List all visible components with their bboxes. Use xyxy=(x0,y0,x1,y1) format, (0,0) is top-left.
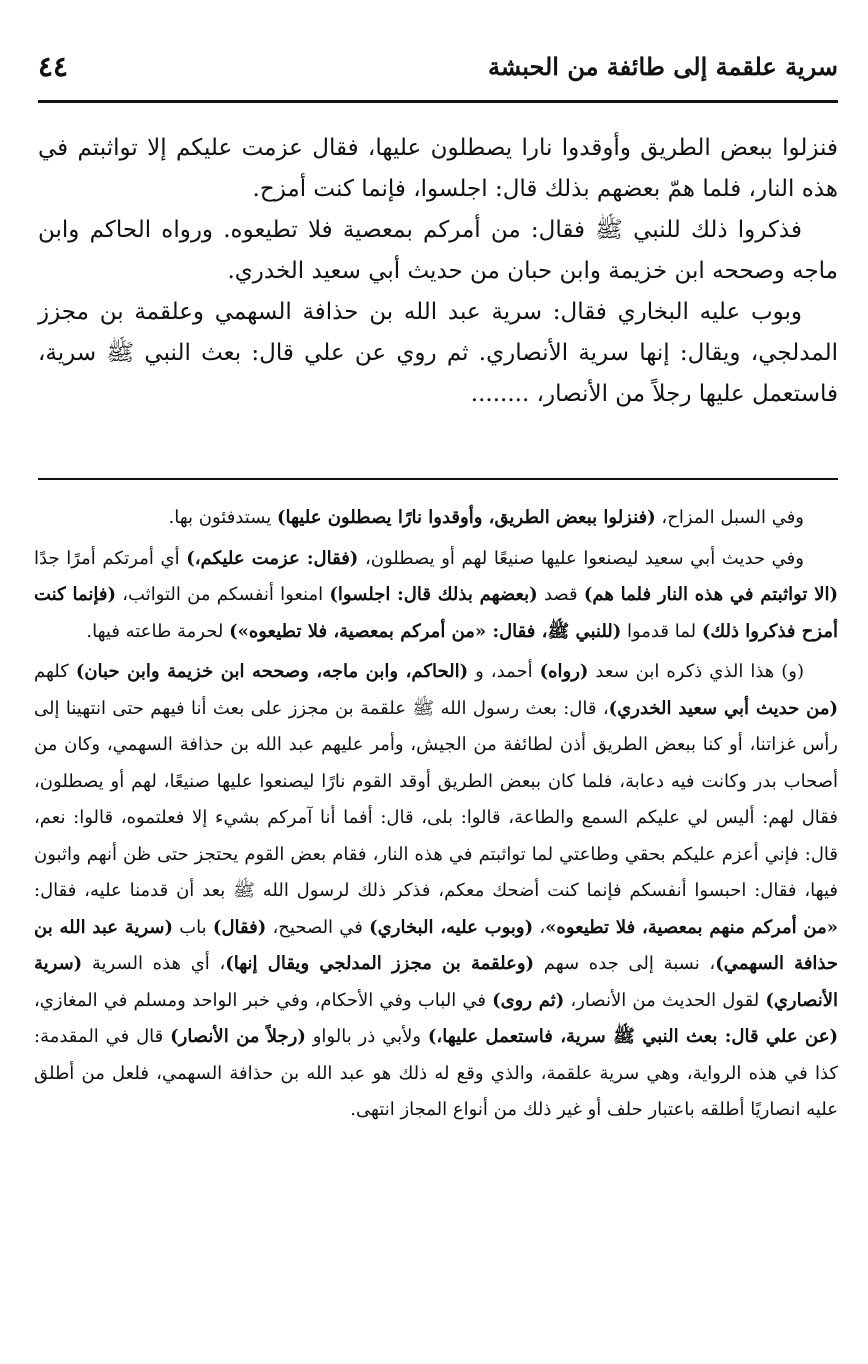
quoted-text-bold: (فإنما كنت أمزح فذكروا ذلك) xyxy=(34,584,838,642)
quoted-text-bold: (للنبي ﷺ، فقال: «من أمركم بمعصية، فلا تطيعوه») xyxy=(229,620,622,642)
page-header xyxy=(38,52,838,94)
commentary-text: أحمد، و xyxy=(468,661,540,682)
commentary-paragraph xyxy=(34,541,838,651)
commentary-text: لما قدموا xyxy=(621,620,702,642)
commentary-text: ، أي هذه السرية xyxy=(82,953,226,974)
commentary-text: ، قال: بعث رسول الله ﷺ علقمة بن مجزز على بعث أنا فيهم حتى انتهينا إلى رأس غزاتنا، أو كنا ببعض الطريق أذن لطائفة من الجيش، وأمر عليهم عبد الله بن حذافة السهمي، وكان من أصحاب بدر وكانت فيه دعابة، فلما كان ببعض الطريق أوقد القوم نارًا ليصنعوا عليها صنيعًا، لهم أو يصطلون، فقال لهم: أليس لي عليكم السمع والطاعة، قالوا: بلى، قال: أفما أنا آمركم بشيء إلا فعلتموه، قالوا: نعم، قال: فإني أعزم عليكم بحقي وطاعتي لما تواثبتم في هذه النار، فقام بعض القوم يحتجز حتى ظن أنهم واثبون فيها، فقال: احبسوا أنفسكم فإنما كنت أضحك معكم، فذكر ذلك لرسول الله ﷺ بعد أن قدمنا عليه، فقال: xyxy=(34,697,838,901)
commentary-text: ولأبي ذر بالواو xyxy=(305,1026,428,1047)
quoted-text-bold: (رواه) xyxy=(539,661,589,682)
commentary-text: لحرمة طاعته فيها. xyxy=(86,620,230,642)
quoted-text-bold: (وبوب عليه، البخاري) xyxy=(369,916,534,938)
page-number: ٤٤ xyxy=(38,50,69,83)
quoted-text-bold: (سرية عبد الله بن حذافة السهمي) xyxy=(34,916,839,974)
commentary xyxy=(34,500,838,1133)
commentary-text: لقول الحديث من الأنصار، xyxy=(564,989,766,1011)
main-text-paragraph: فذكروا ذلك للنبي ﷺ فقال: من أمركم بمعصية فلا تطيعوه. ورواه الحاكم وابن ماجه وصححه ابن خزيمة وابن حبان من حديث أبي سعيد الخدري. xyxy=(38,217,838,284)
commentary-text: ، نسبة إلى جده سهم xyxy=(534,953,716,974)
main-text-paragraph: وبوب عليه البخاري فقال: سرية عبد الله بن حذافة السهمي وعلقمة بن مجزز المدلجي، ويقال: إنها سرية الأنصاري. ثم روي عن علي قال: بعث النبي ﷺ سرية، فاستعمل عليها رجلاً من الأنصار، ........ xyxy=(38,299,838,407)
quoted-text-bold: (وعلقمة بن مجزز المدلجي ويقال إنها) xyxy=(225,953,535,974)
commentary-text: وفي حديث أبي سعيد ليصنعوا عليها صنيعًا لهم أو يصطلون، xyxy=(358,547,804,569)
main-text xyxy=(38,128,838,415)
quoted-text-bold: (فقال: عزمت عليكم،) xyxy=(186,547,359,569)
commentary-text: امنعوا أنفسكم من التواثب، xyxy=(115,584,330,605)
quoted-text-bold: (عن علي قال: بعث النبي ﷺ سرية، فاستعمل عليها،) xyxy=(427,1026,838,1047)
header-rule xyxy=(38,100,838,103)
quoted-text-bold: (فنزلوا ببعض الطريق، وأوقدوا نارًا يصطلون عليها) xyxy=(277,507,656,528)
commentary-text: قال في المقدمة: كذا في هذه الرواية، وهي سرية علقمة، والذي وقع له ذلك هو عبد الله بن حذافة السهمي، فلعل من أطلق عليه انصاريًا أطلقه باعتبار حلف أو غير ذلك من أنواع المجاز انتهى. xyxy=(34,1026,838,1120)
quoted-text-bold: (سرية الأنصاري) xyxy=(34,953,838,1011)
quoted-text-bold: «من أمركم منهم بمعصية، فلا تطيعوه» xyxy=(545,916,838,938)
commentary-text: في الصحيح، xyxy=(266,916,370,938)
commentary-text: كلهم xyxy=(34,661,76,682)
page-title: سرية علقمة إلى طائفة من الحبشة xyxy=(487,52,838,81)
quoted-text-bold: (بعضهم بذلك قال: اجلسوا) xyxy=(329,584,538,605)
quoted-text-bold: (من حديث أبي سعيد الخدري) xyxy=(608,697,838,719)
quoted-text-bold: (فقال) xyxy=(212,916,267,938)
main-text-paragraph: فنزلوا ببعض الطريق وأوقدوا نارا يصطلون عليها، فقال عزمت عليكم إلا تواثبتم في هذه النار، فلما همّ بعضهم بذلك قال: اجلسوا، فإنما كنت أمزح. xyxy=(38,135,838,202)
quoted-text-bold: (رجلاً من الأنصار) xyxy=(170,1026,306,1047)
quoted-text-bold: (الحاكم، وابن ماجه، وصححه ابن خزيمة وابن حبان) xyxy=(75,661,469,682)
commentary-text: (و) هذا الذي ذكره ابن سعد xyxy=(588,661,805,682)
commentary-text: ، xyxy=(533,916,546,938)
commentary-text: قصد xyxy=(537,584,584,605)
quoted-text-bold: (الا تواثبتم في هذه النار فلما هم) xyxy=(583,584,838,605)
commentary-paragraph xyxy=(34,654,838,1129)
commentary-text: وفي السبل المزاح، xyxy=(655,507,804,528)
commentary-text: يستدفئون بها. xyxy=(168,507,277,528)
section-separator xyxy=(38,478,838,480)
commentary-paragraph xyxy=(34,500,838,537)
commentary-text: في الباب وفي الأحكام، وفي خبر الواحد ومسلم في المغازي، xyxy=(34,989,493,1011)
commentary-text: أي أمرتكم أمرًا جدًا xyxy=(34,547,187,569)
quoted-text-bold: (ثم روى) xyxy=(492,989,565,1011)
commentary-text: باب xyxy=(172,916,213,938)
